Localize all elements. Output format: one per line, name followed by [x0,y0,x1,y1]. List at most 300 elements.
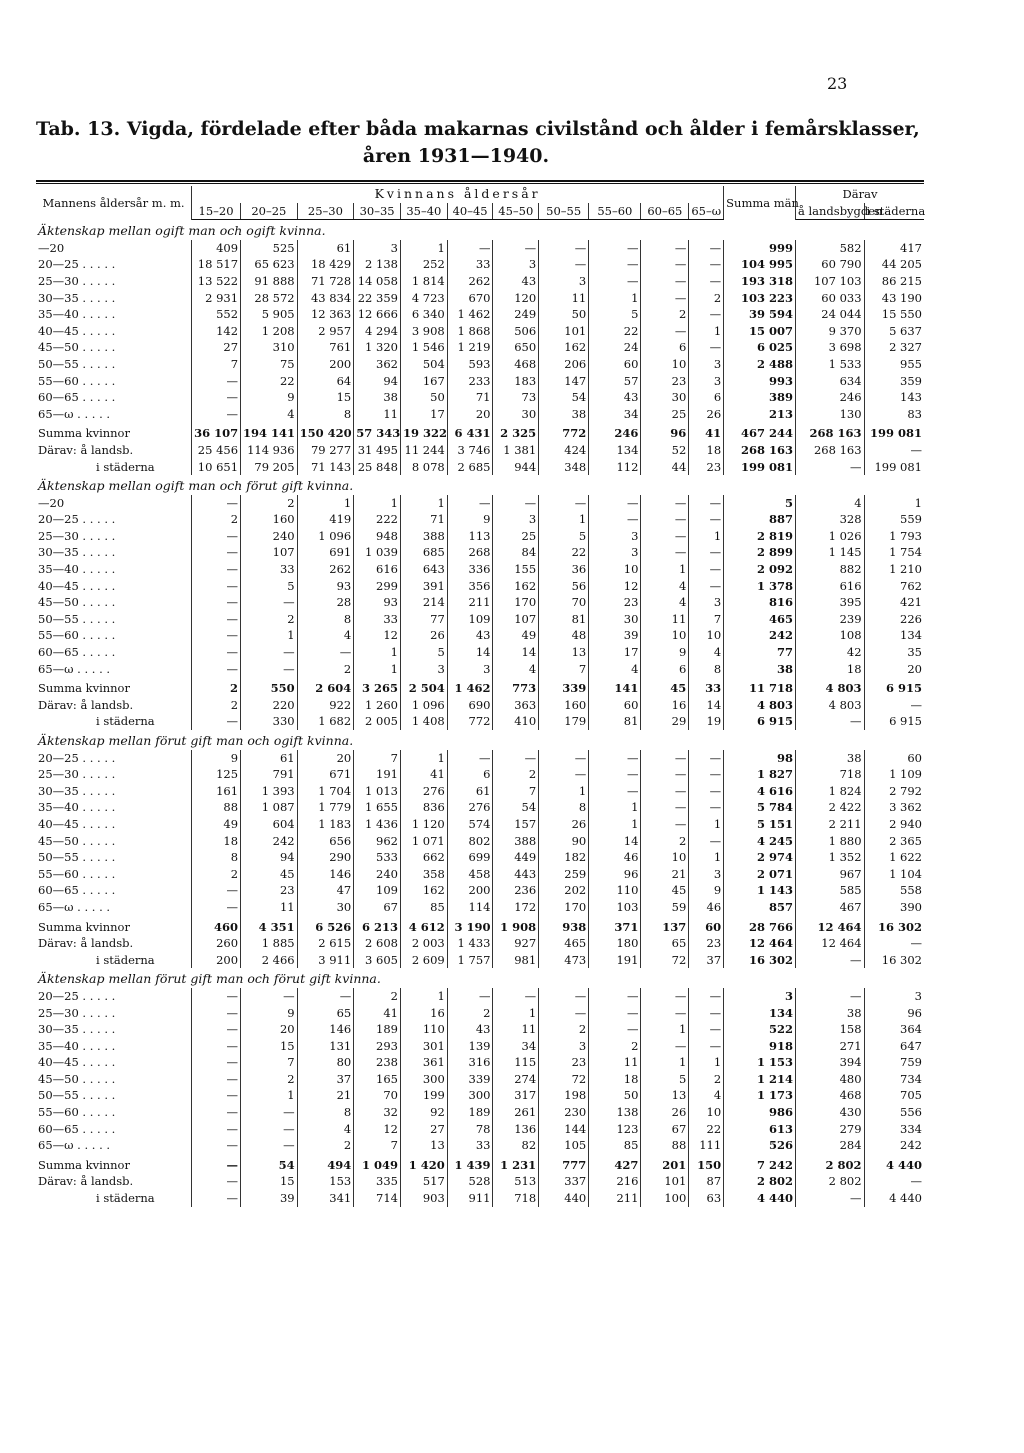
table-cell: 903 [400,1190,447,1207]
table-cell: 3 [724,988,796,1005]
table-cell: 27 [192,339,241,356]
table-cell: 1 [400,750,447,767]
table-cell: 13 [400,1137,447,1154]
table-cell: 2 [689,1071,724,1088]
table-row [36,306,924,323]
table-cell: 11 [241,899,298,916]
table-cell: 150 420 [297,422,354,442]
table-cell: 1 [539,511,589,528]
marriage-table [36,186,924,1207]
top-rule-thin [36,183,924,184]
table-cell: 395 [795,594,864,611]
table-cell: 552 [192,306,241,323]
table-cell: — [589,240,641,257]
table-cell: 202 [539,882,589,899]
table-cell: — [297,988,354,1005]
table-cell: 96 [589,866,641,883]
table-cell: 279 [795,1121,864,1138]
table-cell: 230 [539,1104,589,1121]
row-label: Därav: å landsb. [36,697,192,714]
table-cell: 15 [241,1173,298,1190]
table-cell: 6 431 [447,422,493,442]
header-summa: Summa män [724,186,796,220]
table-cell: — [641,495,689,512]
table-cell: 50 [539,306,589,323]
table-cell: 948 [354,528,401,545]
table-cell: 8 [297,1104,354,1121]
table-cell: 33 [689,677,724,697]
row-label: 50—55 . . . . . [36,611,192,628]
table-cell: 33 [447,1137,493,1154]
table-cell: 1 143 [724,882,796,899]
table-cell: 718 [493,1190,539,1207]
table-cell: — [689,561,724,578]
table-cell: 15 [297,389,354,406]
table-cell: 77 [400,611,447,628]
table-cell: — [589,1005,641,1022]
table-cell: 3 [493,511,539,528]
table-cell: — [241,1121,298,1138]
table-cell: 100 [641,1190,689,1207]
table-cell: 2 488 [724,356,796,373]
table-row [36,766,924,783]
table-cell: 242 [241,833,298,850]
table-row [36,1038,924,1055]
table-cell: — [447,240,493,257]
table-cell: 816 [724,594,796,611]
table-cell: 1 [641,561,689,578]
table-cell: 419 [297,511,354,528]
table-cell: 211 [589,1190,641,1207]
table-cell: 2 [297,661,354,678]
table-cell: 92 [400,1104,447,1121]
table-cell: 634 [795,373,864,390]
table-cell: 49 [493,627,539,644]
table-cell: — [689,306,724,323]
table-cell: 3 [400,661,447,678]
table-cell: 12 464 [724,935,796,952]
row-label: 20—25 . . . . . [36,988,192,1005]
table-cell: 37 [689,952,724,969]
table-cell: — [795,459,864,476]
table-row [36,1087,924,1104]
section-title: Äktenskap mellan förut gift man och förut gift kvinna. [38,971,381,987]
table-cell: 26 [689,406,724,423]
table-cell: 468 [493,356,539,373]
table-cell: 4 803 [724,697,796,714]
table-row [36,1121,924,1138]
table-cell: 7 [354,1137,401,1154]
table-row [36,578,924,595]
table-cell: 1 [689,323,724,340]
table-cell: 7 [493,783,539,800]
table-cell: — [641,1005,689,1022]
table-cell: 981 [493,952,539,969]
table-cell: — [689,273,724,290]
table-cell: 141 [589,677,641,697]
header-age-col: 40–45 [447,203,493,220]
table-cell: 61 [447,783,493,800]
table-cell: 43 [589,389,641,406]
table-cell: — [539,988,589,1005]
table-cell: — [192,627,241,644]
table-cell: 18 [589,1071,641,1088]
table-cell: 1 352 [795,849,864,866]
table-cell: 962 [354,833,401,850]
table-cell: 556 [900,1105,922,1120]
table-cell: 2 792 [889,783,922,798]
row-label: 40—45 . . . . . [36,1054,192,1071]
table-cell: 4 [689,644,724,661]
table-cell: 25 [493,528,539,545]
table-cell: 57 [589,373,641,390]
table-cell: 1 824 [795,783,864,800]
table-cell: 73 [493,389,539,406]
table-row [36,290,924,307]
table-cell: 23 [689,459,724,476]
table-cell: 2 609 [400,952,447,969]
table-cell: 955 [900,356,922,371]
table-cell: 50 [400,389,447,406]
table-cell: 105 [539,1137,589,1154]
table-cell: 111 [689,1137,724,1154]
table-cell: 993 [724,373,796,390]
row-label: Summa kvinnor [36,916,192,936]
table-cell: 268 163 [724,442,796,459]
table-cell: 927 [493,935,539,952]
table-cell: — [641,750,689,767]
table-cell: 11 718 [724,677,796,697]
table-cell: 427 [589,1154,641,1174]
table-cell: 11 [641,611,689,628]
table-cell: 791 [241,766,298,783]
table-cell: — [589,1021,641,1038]
table-cell: 20 [297,750,354,767]
table-cell: 20 [907,661,922,676]
table-cell: — [192,1021,241,1038]
table-cell: — [539,256,589,273]
table-cell: 526 [724,1137,796,1154]
table-cell: 12 464 [795,935,864,952]
table-row [36,442,924,459]
table-cell: 1 885 [241,935,298,952]
table-cell: — [589,783,641,800]
table-cell: 2 615 [297,935,354,952]
table-cell: 45 [641,882,689,899]
table-cell: 3 [689,356,724,373]
table-cell: 12 464 [795,916,864,936]
table-cell: 1 183 [297,816,354,833]
table-cell: 1 210 [889,562,922,577]
table-cell: 802 [447,833,493,850]
table-cell: 28 572 [241,290,298,307]
table-cell: 60 033 [795,290,864,307]
table-cell: 4 [689,1087,724,1104]
table-cell: 249 [493,306,539,323]
table-cell: 78 [447,1121,493,1138]
table-cell: 65 [641,935,689,952]
table-cell: 15 007 [724,323,796,340]
table-row [36,459,924,476]
table-cell: 662 [400,849,447,866]
table-cell: 179 [539,713,589,730]
table-cell: 160 [539,697,589,714]
table-cell: 67 [354,899,401,916]
table-cell: 30 [297,899,354,916]
table-cell: — [641,988,689,1005]
table-cell: 45 [641,677,689,697]
table-cell: 43 834 [297,290,354,307]
table-cell: 1 208 [241,323,298,340]
table-cell: 4 245 [724,833,796,850]
table-cell: 473 [539,952,589,969]
table-cell: 517 [400,1173,447,1190]
table-cell: 300 [400,1071,447,1088]
table-cell: 3 [914,988,922,1003]
table-row [36,866,924,883]
table-cell: — [910,1174,922,1189]
table-cell: 153 [297,1173,354,1190]
table-cell: 734 [900,1071,922,1086]
row-label: Därav: å landsb. [36,1173,192,1190]
row-label: i städerna [36,952,192,969]
table-cell: — [689,1005,724,1022]
table-cell: 986 [724,1104,796,1121]
table-cell: — [192,578,241,595]
table-row [36,713,924,730]
table-cell: 2 365 [889,833,922,848]
table-cell: 10 [689,627,724,644]
table-cell: 22 [241,373,298,390]
table-cell: 3 [539,1038,589,1055]
row-label: 35—40 . . . . . [36,799,192,816]
table-cell: 20 [241,1021,298,1038]
table-row [36,273,924,290]
table-cell: 513 [493,1173,539,1190]
table-cell: 38 [795,750,864,767]
summary-row [36,1154,924,1174]
table-cell: — [589,495,641,512]
table-cell: 109 [447,611,493,628]
table-cell: — [689,578,724,595]
table-cell: 616 [795,578,864,595]
table-cell: 11 [354,406,401,423]
table-cell: 7 [192,356,241,373]
table-cell: 85 [400,899,447,916]
table-cell: 3 [493,256,539,273]
table-cell: 424 [539,442,589,459]
title-line-2: åren 1931—1940. [362,145,550,167]
table-cell: 25 848 [354,459,401,476]
table-cell: 1 [689,816,724,833]
table-cell: 4 440 [885,1157,922,1172]
table-cell: 157 [493,816,539,833]
table-cell: 613 [724,1121,796,1138]
table-cell: 242 [724,627,796,644]
table-cell: 6 915 [885,681,922,696]
table-cell: — [493,988,539,1005]
table-row [36,561,924,578]
table-cell: 34 [589,406,641,423]
table-cell: 11 244 [400,442,447,459]
row-label: 65—ω . . . . . [36,899,192,916]
table-cell: 467 [795,899,864,916]
table-cell: 158 [795,1021,864,1038]
table-cell: 199 081 [874,459,922,474]
table-cell: 2 819 [724,528,796,545]
table-cell: — [641,256,689,273]
table-cell: 54 [493,799,539,816]
table-cell: 1 145 [795,544,864,561]
table-cell: 1 [589,290,641,307]
table-cell: 22 [689,1121,724,1138]
row-label: —20 [36,495,192,512]
table-cell: — [192,1038,241,1055]
table-cell: 9 [447,511,493,528]
table-cell: 167 [400,373,447,390]
table-cell: 643 [400,561,447,578]
table-cell: 1 087 [241,799,298,816]
table-cell: 1 704 [297,783,354,800]
table-cell: 49 [192,816,241,833]
table-cell: 4 [641,594,689,611]
table-cell: 1 [297,495,354,512]
table-cell: 26 [539,816,589,833]
table-cell: 1 436 [354,816,401,833]
table-cell: 8 [192,849,241,866]
table-cell: 4 803 [795,677,864,697]
table-cell: — [589,273,641,290]
table-cell: 61 [297,240,354,257]
table-cell: 1 868 [447,323,493,340]
table-cell: 3 [447,661,493,678]
table-title [36,116,996,170]
table-cell: 2 974 [724,849,796,866]
table-cell: 16 [400,1005,447,1022]
table-cell: 240 [241,528,298,545]
table-row [36,611,924,628]
table-cell: 2 [192,677,241,697]
table-cell: — [689,799,724,816]
table-cell: 465 [724,611,796,628]
table-cell: 316 [447,1054,493,1071]
table-cell: 616 [354,561,401,578]
table-row [36,594,924,611]
table-cell: 93 [354,594,401,611]
table-cell: 836 [400,799,447,816]
table-cell: 155 [493,561,539,578]
table-cell: 1 420 [400,1154,447,1174]
table-cell: — [241,1104,298,1121]
table-cell: 4 803 [795,697,864,714]
table-cell: 91 888 [241,273,298,290]
table-cell: — [192,1087,241,1104]
table-cell: 2 685 [447,459,493,476]
table-cell: 22 359 [354,290,401,307]
header-staderna: i städerna [864,203,924,220]
row-label: 50—55 . . . . . [36,849,192,866]
table-cell: 71 143 [297,459,354,476]
table-cell: 759 [900,1055,922,1070]
table-cell: 1 096 [400,697,447,714]
table-cell: 77 [724,644,796,661]
table-cell: 15 550 [881,307,922,322]
table-cell: 6 [641,339,689,356]
table-cell: 33 [241,561,298,578]
table-cell: 199 [400,1087,447,1104]
table-cell: — [795,713,864,730]
row-label: Därav: å landsb. [36,935,192,952]
row-label: 30—35 . . . . . [36,544,192,561]
table-cell: 4 [589,661,641,678]
table-cell: 1 096 [297,528,354,545]
table-cell: 558 [900,883,922,898]
row-label: 65—ω . . . . . [36,406,192,423]
table-cell: 70 [354,1087,401,1104]
table-cell: 32 [354,1104,401,1121]
table-cell: 7 [539,661,589,678]
table-cell: — [241,644,298,661]
table-cell: 1 104 [889,866,922,881]
table-cell: 2 931 [192,290,241,307]
table-cell: 1 [914,495,922,510]
table-row [36,627,924,644]
header-darav: Därav [842,187,878,201]
row-label: 60—65 . . . . . [36,1121,192,1138]
table-cell: 103 223 [724,290,796,307]
table-cell: 21 [297,1087,354,1104]
table-cell: 3 265 [354,677,401,697]
table-cell: 18 517 [192,256,241,273]
table-cell: 71 [400,511,447,528]
row-label: 35—40 . . . . . [36,561,192,578]
summary-row [36,677,924,697]
table-cell: 88 [641,1137,689,1154]
table-cell: 211 [447,594,493,611]
table-cell: 2 466 [241,952,298,969]
table-cell: 1 013 [354,783,401,800]
table-cell: 4 [297,627,354,644]
table-cell: 339 [447,1071,493,1088]
table-cell: 3 698 [795,339,864,356]
table-cell: 16 [641,697,689,714]
table-cell: 2 [354,988,401,1005]
table-cell: 2 003 [400,935,447,952]
table-cell: 200 [447,882,493,899]
header-age-col: 30–35 [354,203,401,220]
table-cell: 134 [900,628,922,643]
table-cell: 54 [539,389,589,406]
row-label: 20—25 . . . . . [36,511,192,528]
table-row [36,799,924,816]
row-label: 25—30 . . . . . [36,766,192,783]
table-cell: 136 [493,1121,539,1138]
table-cell: 6 [447,766,493,783]
table-cell: 330 [241,713,298,730]
table-cell: 134 [724,1005,796,1022]
table-cell: 39 594 [724,306,796,323]
table-cell: 30 [493,406,539,423]
table-cell: 460 [192,916,241,936]
table-cell: 2 940 [889,816,922,831]
table-cell: 1 [689,528,724,545]
table-cell: — [241,1137,298,1154]
table-cell: 7 [241,1054,298,1071]
table-cell: 1 [493,1005,539,1022]
table-cell: 1 378 [724,578,796,595]
header-landsbygden: å landsbygden [795,203,864,220]
table-cell: — [795,988,864,1005]
